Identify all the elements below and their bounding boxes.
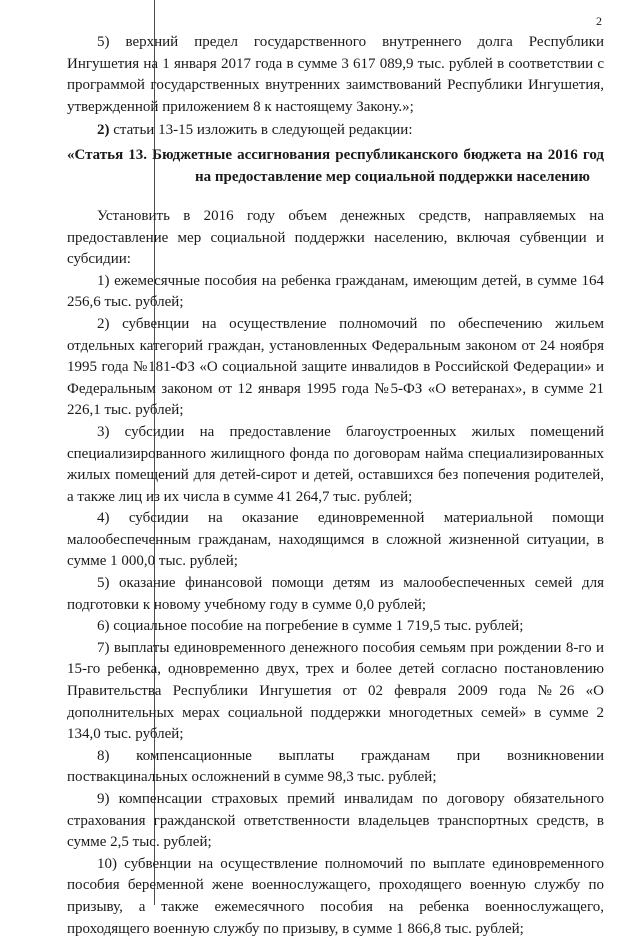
list-item-1: 1) ежемесячные пособия на ребенка гражданам, имеющим детей, в сумме 164 256,6 тыс. рублей; xyxy=(67,272,604,311)
list-item-7: 7) выплаты единовременного денежного пособия семьям при рождении 8-го и 15-го ребенка, одновременно двух, трех и более детей согласно постановлению Правительства Республики Ингушетия от 02 февраля 2009 года №26 «О дополнительных мерах социальной поддержки многодетных семей» в сумме 2 134,0 тыс. рублей; xyxy=(67,639,604,743)
list-item-6: 6) социальное пособие на погребение в сумме 1 719,5 тыс. рублей; xyxy=(97,618,524,635)
page-number: 2 xyxy=(596,14,602,28)
list-item-9: 9) компенсации страховых премий инвалидам по договору обязательного страхования гражданской ответственности владельцев транспортных средств, в сумме 2,5 тыс. рублей; xyxy=(67,791,604,851)
amendment-text: статьи 13-15 изложить в следующей редакции: xyxy=(109,122,413,139)
amendment-number: 2) xyxy=(97,122,110,139)
document-body xyxy=(67,32,604,940)
list-item-5: 5) оказание финансовой помощи детям из малообеспеченных семей для подготовки к новому учебному году в сумме 0,0 рублей; xyxy=(67,575,604,613)
paragraph-debt-limit: 5) верхний предел государственного внутреннего долга Республики Ингушетия на 1 января 2017 года в сумме 3 617 089,9 тыс. рублей в соответствии с программой государственных внутренних заимствований Республики Ингушетия, утвержденной приложением 8 к настоящему Закону.»; xyxy=(67,34,604,115)
paragraph-amendment-2 xyxy=(67,120,604,142)
list-item-2: 2) субвенции на осуществление полномочий по обеспечению жильем отдельных категорий граждан, установленных Федеральным законом от 24 ноября 1995 года №181-ФЗ «О социальной защите инвалидов в Российской Федерации» и Федеральным законом от 12 января 1995 года №5-ФЗ «О ветеранах», в сумме 21 226,1 тыс. рублей; xyxy=(67,315,604,419)
list-item-10: 10) субвенции на осуществление полномочий по выплате единовременного пособия беременной жене военнослужащего, проходящего военную службу по призыву, а также ежемесячного пособия на ребенка военнослужащего, проходящего военную службу по призыву, в сумме 1 866,8 тыс. рублей; xyxy=(67,855,604,937)
list-item-3: 3) субсидии на предоставление благоустроенных жилых помещений специализированного жилищного фонда по договорам найма специализированных жилых помещений для детей-сирот и детей, оставшихся без попечения родителей, а также лиц из их числа в сумме 41 264,7 тыс. рублей; xyxy=(67,423,604,505)
paragraph-intro: Установить в 2016 году объем денежных средств, направляемых на предоставление мер социальной поддержки населению, включая субвенции и субсидии: xyxy=(67,207,604,268)
list-item-4: 4) субсидии на оказание единовременной материальной помощи малообеспеченным гражданам, находящимся в сложной жизненной ситуации, в сумме 1 000,0 тыс. рублей; xyxy=(67,510,604,570)
article-13-title: «Статья 13. Бюджетные ассигнования республиканского бюджета на 2016 год на предоставление мер социальной поддержки населению xyxy=(67,146,604,185)
list-item-8: 8) компенсационные выплаты гражданам при возникновении поствакцинальных осложнений в сумме 98,3 тыс. рублей; xyxy=(67,747,604,786)
